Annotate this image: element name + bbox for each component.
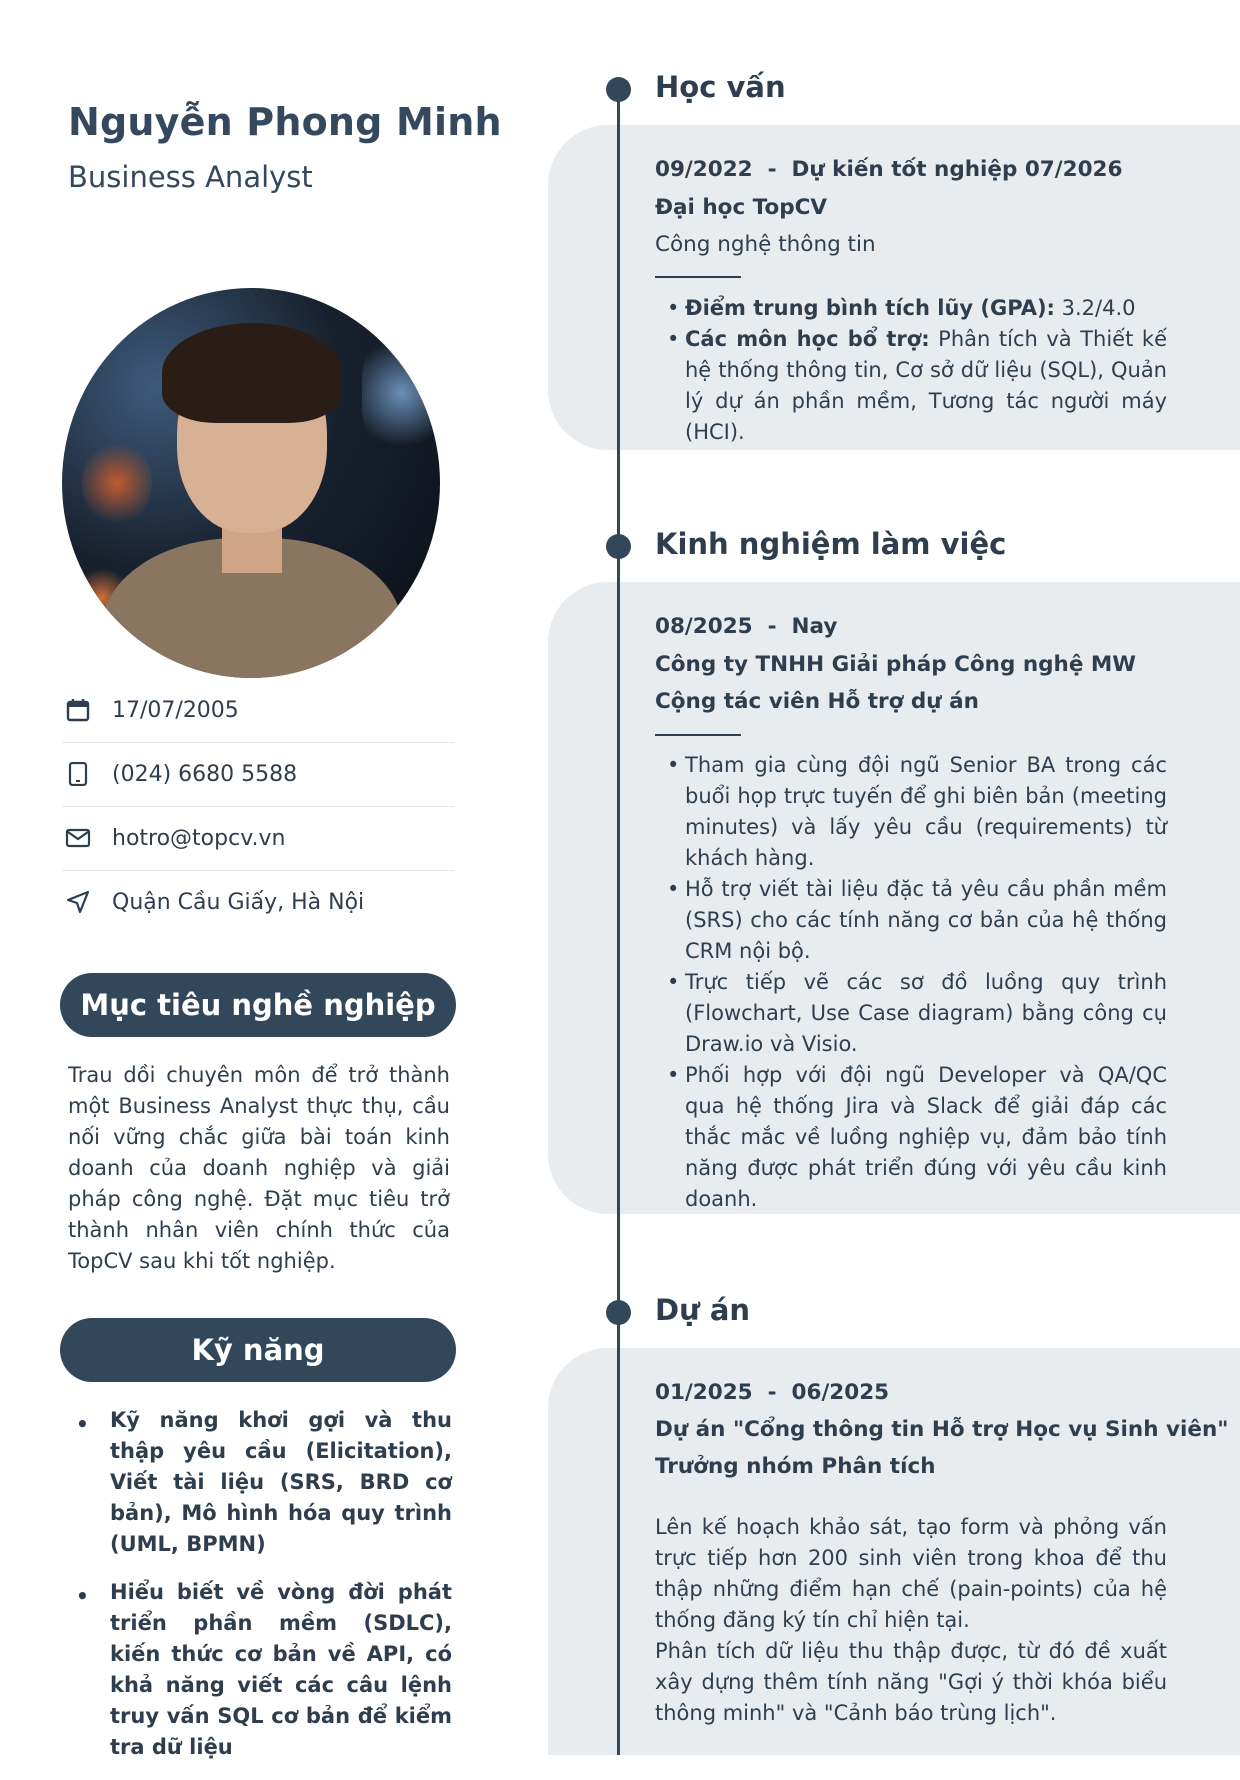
skill-item: • Kỹ năng khơi gợi và thu thập yêu cầu (Elicitation), Viết tài liệu (SRS, BRD cơ bản), Mô hình hóa quy trình (UML, BPMN) <box>68 1405 452 1560</box>
experience-position: Cộng tác viên Hỗ trợ dự án <box>655 689 979 714</box>
project-heading: Dự án <box>655 1293 751 1327</box>
project-dates: 01/2025 - 06/2025 <box>655 1380 890 1405</box>
phone-text: (024) 6680 5588 <box>112 761 298 787</box>
contact-phone <box>62 742 454 807</box>
birthdate-text: 17/07/2005 <box>112 697 239 723</box>
education-school: Đại học TopCV <box>655 195 828 220</box>
project-role: Trưởng nhóm Phân tích <box>655 1454 936 1479</box>
mail-icon <box>64 824 92 852</box>
calendar-icon <box>64 696 92 724</box>
education-heading: Học vấn <box>655 70 786 104</box>
project-paragraph: Phân tích dữ liệu thu thập được, từ đó đề xuất xây dựng thêm tính năng "Gợi ý thời khóa biểu thông minh" và "Cảnh báo trùng lịch". <box>655 1639 1167 1725</box>
contact-email <box>62 806 454 871</box>
location-text: Quận Cầu Giấy, Hà Nội <box>112 889 365 915</box>
objective-heading: Mục tiêu nghề nghiệp <box>60 973 456 1037</box>
candidate-title: Business Analyst <box>68 160 313 194</box>
skill-item: • Hiểu biết về vòng đời phát triển phần mềm (SDLC), kiến thức cơ bản về API, có khả năng viết các câu lệnh truy vấn SQL cơ bản để kiểm tra dữ liệu <box>68 1577 452 1763</box>
experience-company: Công ty TNHH Giải pháp Công nghệ MW <box>655 652 1137 677</box>
phone-icon <box>64 760 92 788</box>
project-paragraph: Lên kế hoạch khảo sát, tạo form và phỏng vấn trực tiếp hơn 200 sinh viên trong khoa để thu thập những điểm hạn chế (pain-points) của hệ thống đăng ký tín chỉ hiện tại. <box>655 1515 1167 1632</box>
candidate-name: Nguyễn Phong Minh <box>68 100 502 144</box>
project-name: Dự án "Cổng thông tin Hỗ trợ Học vụ Sinh viên" <box>655 1417 1229 1442</box>
skills-list <box>68 1405 452 1780</box>
experience-item: • Tham gia cùng đội ngũ Senior BA trong các buổi họp trực tuyến để ghi biên bản (meeting minutes) và lấy yêu cầu (requirements) từ khách hàng. <box>667 750 1167 874</box>
divider <box>655 734 741 736</box>
education-dates: 09/2022 - Dự kiến tốt nghiệp 07/2026 <box>655 157 1123 182</box>
education-details <box>667 293 1167 448</box>
project-description <box>655 1512 1167 1729</box>
objective-text: Trau dồi chuyên môn để trở thành một Business Analyst thực thụ, cầu nối vững chắc giữa bài toán kinh doanh của doanh nghiệp và giải pháp công nghệ. Đặt mục tiêu trở thành nhân viên chính thức của TopCV sau khi tốt nghiệp. <box>68 1063 450 1273</box>
experience-item: • Trực tiếp vẽ các sơ đồ luồng quy trình (Flowchart, Use Case diagram) bằng công cụ Draw.io và Visio. <box>667 967 1167 1060</box>
email-text: hotro@topcv.vn <box>112 825 286 851</box>
experience-item: • Phối hợp với đội ngũ Developer và QA/QC qua hệ thống Jira và Slack để giải đáp các thắc mắc về luồng nghiệp vụ, đảm bảo tính năng được phát triển đúng với yêu cầu kinh doanh. <box>667 1060 1167 1215</box>
education-major: Công nghệ thông tin <box>655 232 876 257</box>
location-icon <box>64 888 92 916</box>
skills-heading: Kỹ năng <box>60 1318 456 1382</box>
experience-item: • Hỗ trợ viết tài liệu đặc tả yêu cầu phần mềm (SRS) cho các tính năng cơ bản của hệ thống CRM nội bộ. <box>667 874 1167 967</box>
experience-dates: 08/2025 - Nay <box>655 614 838 639</box>
contact-location <box>62 870 454 934</box>
experience-details <box>667 750 1167 1215</box>
courses-item: • Các môn học bổ trợ: Phân tích và Thiết kế hệ thống thông tin, Cơ sở dữ liệu (SQL), Quản lý dự án phần mềm, Tương tác người máy (HCI). <box>667 324 1167 448</box>
timeline-dot <box>606 1300 631 1325</box>
timeline-dot <box>606 534 631 559</box>
avatar <box>62 288 440 678</box>
timeline-line <box>617 88 620 1755</box>
contact-birthdate <box>62 678 454 743</box>
gpa-item: • Điểm trung bình tích lũy (GPA): 3.2/4.0 <box>667 293 1167 324</box>
divider <box>655 276 741 278</box>
timeline-dot <box>606 77 631 102</box>
experience-heading: Kinh nghiệm làm việc <box>655 527 1007 561</box>
